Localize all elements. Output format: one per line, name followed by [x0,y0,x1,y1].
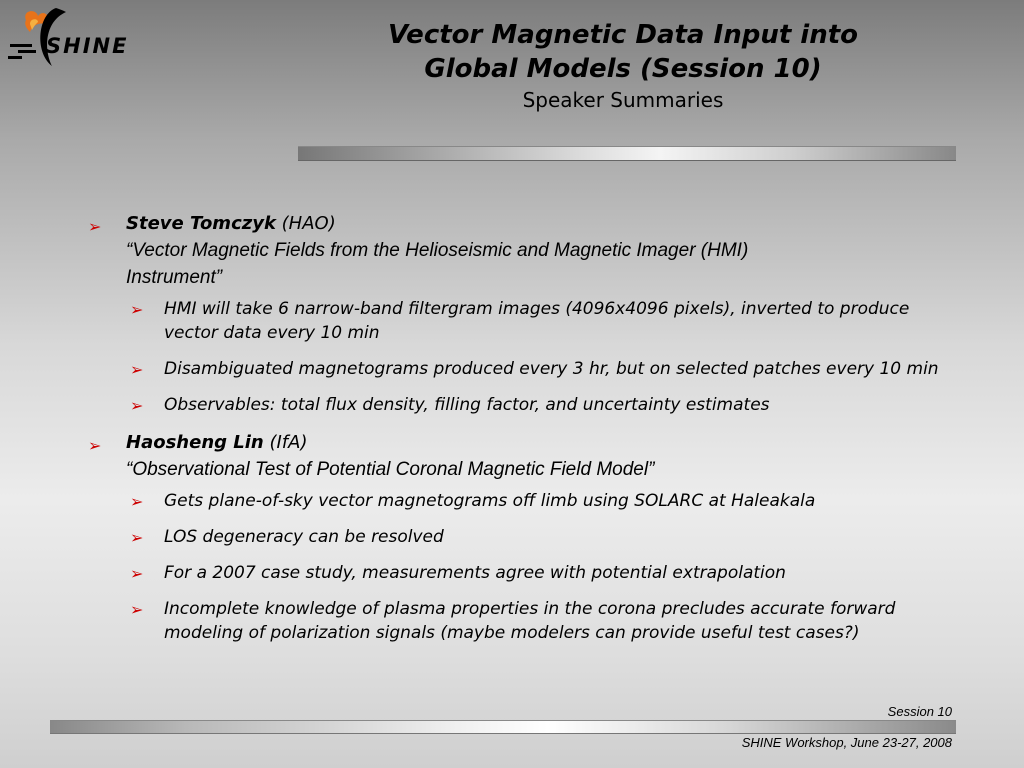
talk-title: “Vector Magnetic Fields from the Helioseismic and Magnetic Imager (HMI) [126,240,749,261]
bullet-arrow-icon: ➢ [130,360,144,379]
speaker-name: Steve Tomczyk [126,213,276,234]
speaker-name: Haosheng Lin [126,432,264,453]
speaker-points [126,297,948,417]
bottom-divider-bar [50,720,956,734]
title-line-2: Global Models (Session 10) [424,54,822,84]
footer-workshop: SHINE Workshop, June 23-27, 2008 [741,735,952,750]
bullet-arrow-icon: ➢ [130,600,144,619]
slide-content [88,210,948,657]
subtitle: Speaker Summaries [522,88,724,112]
bullet-arrow-icon: ➢ [130,564,144,583]
point-text: Incomplete knowledge of plasma properties in the corona precludes accurate forward modeling of polarization signals (maybe modelers can provide useful test cases?) [164,599,896,643]
logo-text: SHINE [46,34,129,58]
point-text: LOS degeneracy can be resolved [164,527,444,547]
bullet-arrow-icon: ➢ [88,436,102,455]
speaker-affiliation: (IfA) [269,432,308,453]
point-text: Disambiguated magnetograms produced every 3 hr, but on selected patches every 10 min [164,359,939,379]
point-text: For a 2007 case study, measurements agree with potential extrapolation [164,563,786,583]
list-item [126,297,944,345]
list-item [126,393,944,417]
talk-title-cont: Instrument” [126,267,223,288]
speaker-affiliation: (HAO) [281,213,336,234]
top-divider-bar [298,146,956,161]
speaker-entry [88,429,948,483]
list-item [126,525,944,549]
list-item [126,357,944,381]
bullet-arrow-icon: ➢ [130,492,144,511]
speaker-points [126,489,948,645]
point-text: HMI will take 6 narrow-band filtergram images (4096x4096 pixels), inverted to produce vector data every 10 min [164,299,910,343]
speaker-entry [88,210,948,291]
point-text: Gets plane-of-sky vector magnetograms off limb using SOLARC at Haleakala [164,491,816,511]
shine-logo [8,6,168,68]
title-line-1: Vector Magnetic Data Input into [387,20,859,50]
list-item [126,561,944,585]
shine-logo-graphic [8,6,168,68]
bullet-arrow-icon: ➢ [130,396,144,415]
point-text: Observables: total flux density, filling factor, and uncertainty estimates [164,395,770,415]
list-item [126,597,944,645]
bullet-arrow-icon: ➢ [130,528,144,547]
bullet-arrow-icon: ➢ [88,217,102,236]
title-block [300,18,946,114]
bullet-arrow-icon: ➢ [130,300,144,319]
footer-session: Session 10 [887,704,952,719]
talk-title: “Observational Test of Potential Coronal Magnetic Field Model” [126,459,655,480]
list-item [126,489,944,513]
